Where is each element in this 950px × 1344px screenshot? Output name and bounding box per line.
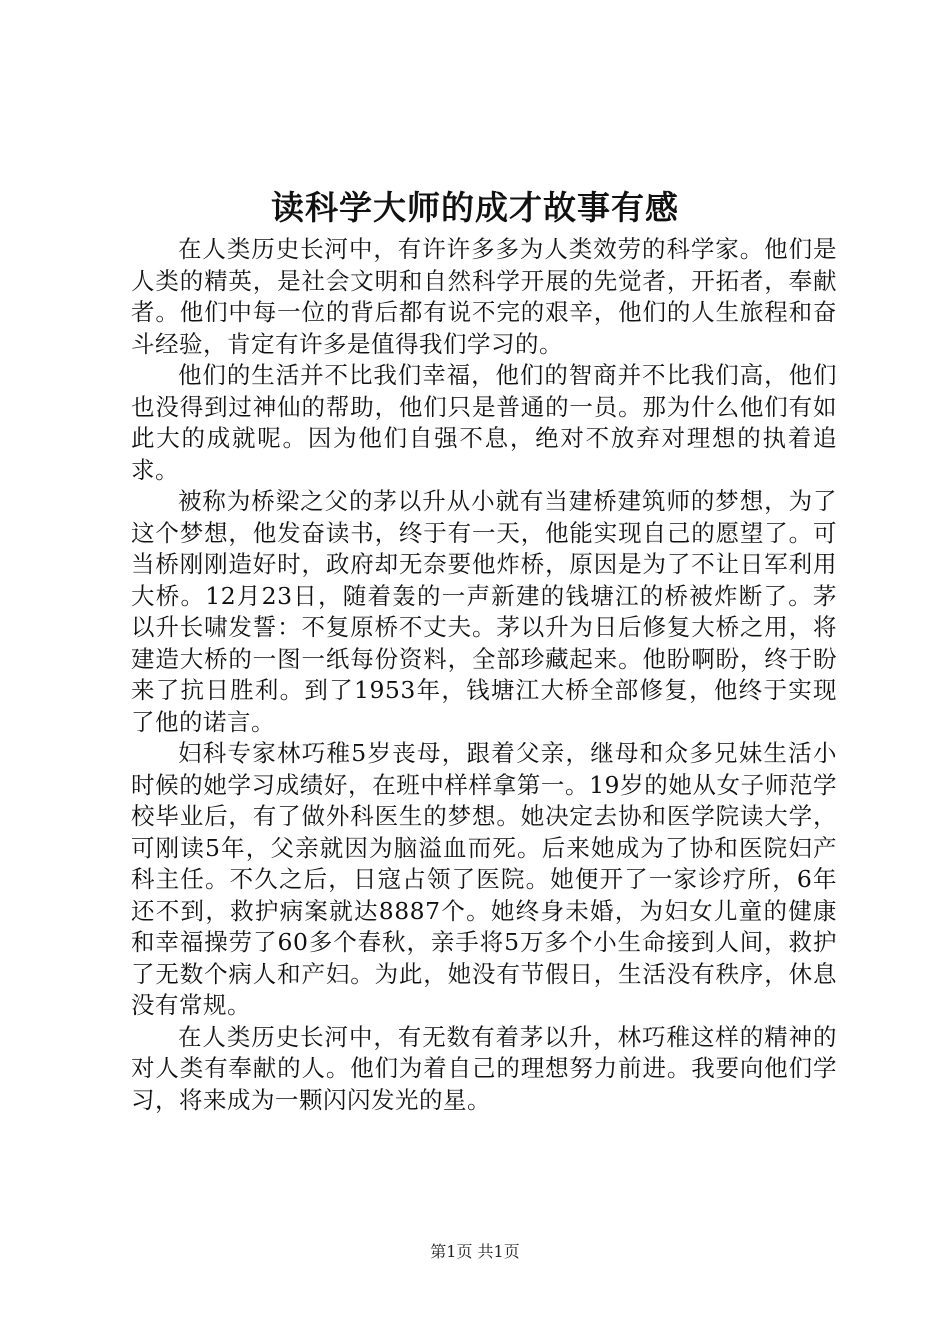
paragraph-lin-qiaozhi: 妇科专家林巧稚5岁丧母，跟着父亲，继母和众多兄妹生活小时候的她学习成绩好，在班中样样拿第一。19岁的她从女子师范学校毕业后，有了做外科医生的梦想。她决定去协和医学院读大学，可刚读5年，父亲就因为脑溢血而死。后来她成为了协和医院妇产科主任。不久之后，日寇占领了医院。她便开了一家诊疗所，6年还不到，救护病案就达8887个。她终身未婚，为妇女儿童的健康和幸福操劳了60多个春秋，亲手将5万多个小生命接到人间，救护了无数个病人和产妇。为此，她没有节假日，生活没有秩序，休息没有常规。 xyxy=(131,739,837,1019)
paragraph-perseverance: 他们的生活并不比我们幸福，他们的智商并不比我们高，他们也没得到过神仙的帮助，他们只是普通的一员。那为什么他们有如此大的成就呢。因为他们自强不息，绝对不放弃对理想的执着追求。 xyxy=(131,361,837,484)
document-body xyxy=(131,234,837,1116)
paragraph-intro: 在人类历史长河中，有许许多多为人类效劳的科学家。他们是人类的精英，是社会文明和自然科学开展的先觉者，开拓者，奉献者。他们中每一位的背后都有说不完的艰辛，他们的人生旅程和奋斗经验，肯定有许多是值得我们学习的。 xyxy=(131,235,837,358)
document-title: 读科学大师的成才故事有感 xyxy=(271,188,679,227)
paragraph-conclusion: 在人类历史长河中，有无数有着茅以升，林巧稚这样的精神的对人类有奉献的人。他们为着自己的理想努力前进。我要向他们学习，将来成为一颗闪闪发光的星。 xyxy=(131,1022,837,1114)
paragraph-mao-yisheng: 被称为桥梁之父的茅以升从小就有当建桥建筑师的梦想，为了这个梦想，他发奋读书，终于有一天，他能实现自己的愿望了。可当桥刚刚造好时，政府却无奈要他炸桥，原因是为了不让日军利用大桥。12月23日，随着轰的一声新建的钱塘江的桥被炸断了。茅以升长啸发誓：不复原桥不丈夫。茅以升为日后修复大桥之用，将建造大桥的一图一纸每份资料，全部珍藏起来。他盼啊盼，终于盼来了抗日胜利。到了1953年，钱塘江大桥全部修复，他终于实现了他的诺言。 xyxy=(131,487,837,736)
page-number-footer: 第1页 共1页 xyxy=(430,1242,520,1261)
